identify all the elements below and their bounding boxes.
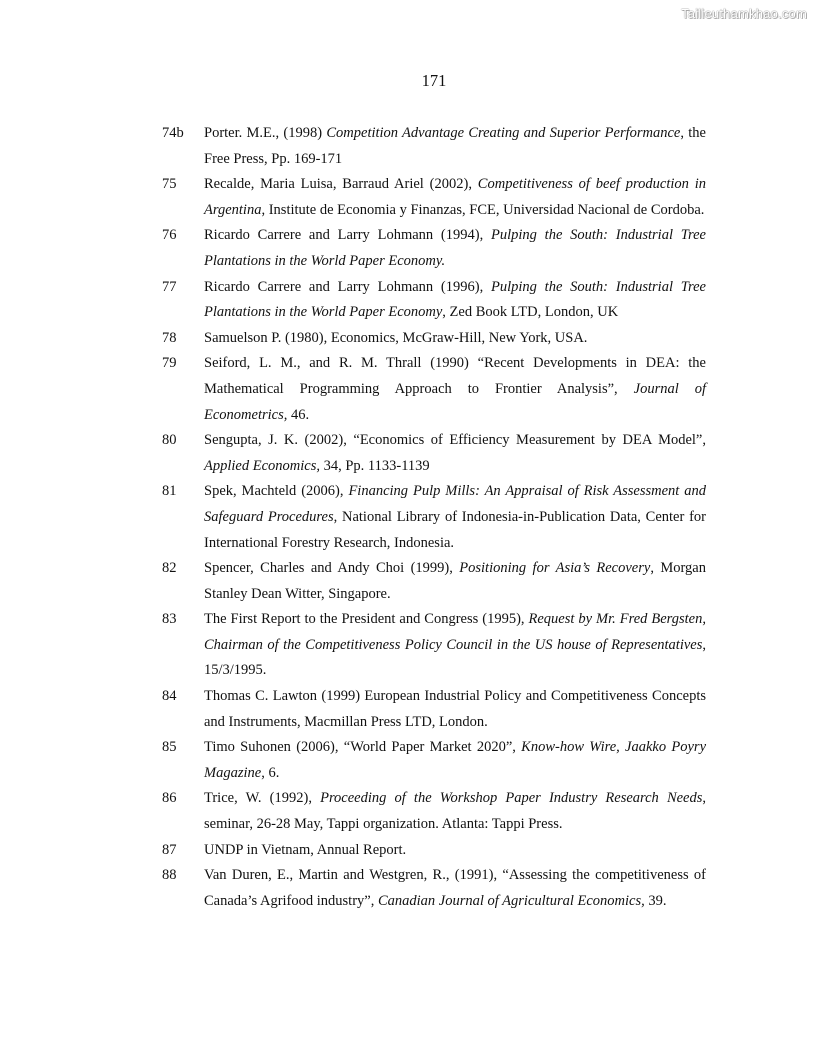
reference-number: 76	[162, 227, 177, 244]
reference-italic-text: Positioning for Asia’s Recovery	[459, 560, 651, 577]
reference-entry	[162, 223, 706, 274]
reference-plain-text: Seiford, L. M., and R. M. Thrall (1990) “Recent Developments in DEA: the Mathematical Programming Approach to Frontier Analysis”,	[204, 355, 706, 397]
reference-italic-text: Canadian Journal of Agricultural Economics,	[377, 892, 645, 909]
reference-list	[162, 121, 706, 914]
reference-number: 83	[162, 611, 177, 628]
reference-plain-text: Porter. M.E., (1998)	[204, 125, 327, 141]
reference-text	[204, 172, 706, 223]
reference-plain-text: , Morgan Stanley Dean Witter, Singapore.	[204, 560, 706, 602]
reference-entry	[162, 121, 706, 172]
reference-text	[204, 428, 706, 479]
reference-text	[204, 223, 706, 274]
reference-plain-text: 39.	[644, 892, 667, 909]
reference-entry	[162, 172, 706, 223]
reference-plain-text: Recalde, Maria Luisa, Barraud Ariel (2002),	[204, 176, 478, 193]
reference-number: 87	[162, 841, 177, 858]
reference-plain-text: The First Report to the President and Congress (1995),	[204, 611, 529, 628]
reference-italic-text: Know-how Wire, Jaakko Poyry Magazine	[204, 739, 707, 781]
reference-number: 79	[162, 355, 177, 372]
reference-number: 88	[162, 867, 177, 884]
reference-plain-text: 34, Pp. 1133-1139	[319, 457, 430, 474]
reference-text	[204, 121, 706, 172]
reference-plain-text: Van Duren, E., Martin and Westgren, R., (1991), “Assessing the competitiveness of Canada’s Agrifood industry”,	[204, 867, 706, 909]
reference-italic-text: Pulping the South: Industrial Tree Plantations in the World Paper Economy.	[204, 227, 706, 269]
reference-plain-text: Timo Suhonen (2006), “World Paper Market 2020”,	[204, 739, 522, 756]
reference-plain-text: UNDP in Vietnam, Annual Report.	[204, 841, 407, 858]
reference-text	[204, 684, 706, 735]
reference-plain-text: , the Free Press, Pp. 169-171	[204, 125, 706, 167]
reference-plain-text: Samuelson P. (1980), Economics, McGraw-Hill, New York, USA.	[204, 329, 588, 346]
reference-number: 75	[162, 176, 177, 193]
reference-entry	[162, 607, 706, 684]
reference-number: 74b	[162, 125, 184, 141]
reference-italic-text: Applied Economics,	[204, 457, 320, 474]
reference-plain-text: , Zed Book LTD, London, UK	[442, 304, 619, 321]
reference-number: 86	[162, 790, 177, 807]
reference-number: 80	[162, 432, 177, 449]
reference-text	[204, 275, 706, 326]
reference-entry	[162, 479, 706, 556]
reference-text	[204, 351, 706, 428]
reference-plain-text: Spencer, Charles and Andy Choi (1999),	[204, 560, 460, 577]
reference-plain-text: Thomas C. Lawton (1999) European Industrial Policy and Competitiveness Concepts and Instruments, Macmillan Press LTD, London.	[204, 688, 706, 730]
reference-plain-text: Ricardo Carrere and Larry Lohmann (1996),	[204, 278, 491, 295]
reference-italic-text: Competitiveness of beef production in Argentina	[204, 176, 706, 218]
reference-text	[204, 556, 706, 607]
reference-number: 78	[162, 329, 177, 346]
reference-number: 77	[162, 278, 177, 295]
reference-text	[204, 838, 706, 864]
reference-entry	[162, 786, 706, 837]
reference-italic-text: Proceeding of the Workshop Paper Industry Research Needs	[320, 790, 703, 807]
reference-entry	[162, 556, 706, 607]
reference-plain-text: , seminar, 26-28 May, Tappi organization. Atlanta: Tappi Press.	[204, 790, 706, 833]
reference-number: 85	[162, 739, 177, 756]
reference-text	[204, 607, 706, 684]
reference-entry	[162, 838, 706, 864]
reference-plain-text: , National Library of Indonesia-in-Publication Data, Center for International Forestry Research, Indonesia.	[204, 508, 706, 551]
reference-italic-text: Pulping the South: Industrial Tree Plantations in the World Paper Economy	[204, 278, 706, 321]
reference-text	[204, 863, 706, 914]
watermark: Tailieuthamkhao.com	[681, 6, 807, 21]
reference-plain-text: 46.	[287, 406, 310, 423]
reference-plain-text: , 15/3/1995.	[204, 636, 706, 679]
reference-plain-text: Spek, Machteld (2006),	[204, 483, 349, 500]
page-number: 171	[421, 71, 447, 90]
reference-italic-text: Competition Advantage Creating and Superior Performance	[326, 125, 681, 141]
reference-italic-text: Financing Pulp Mills: An Appraisal of Risk Assessment and Safeguard Procedures	[204, 483, 706, 525]
reference-entry	[162, 275, 706, 326]
reference-plain-text: Trice, W. (1992),	[204, 790, 321, 807]
reference-plain-text: Sengupta, J. K. (2002), “Economics of Efficiency Measurement by DEA Model”,	[204, 432, 706, 449]
reference-italic-text: Request by Mr. Fred Bergsten, Chairman of the Competitiveness Policy Council in the US house of Representatives	[204, 611, 706, 653]
reference-text	[204, 479, 706, 556]
reference-entry	[162, 326, 706, 352]
reference-number: 82	[162, 560, 177, 577]
reference-text	[204, 735, 706, 786]
reference-entry	[162, 351, 706, 428]
reference-entry	[162, 735, 706, 786]
reference-plain-text: , Institute de Economia y Finanzas, FCE, Universidad Nacional de Cordoba.	[261, 201, 705, 218]
reference-entry	[162, 684, 706, 735]
reference-number: 84	[162, 688, 177, 705]
reference-entry	[162, 863, 706, 914]
reference-plain-text: Ricardo Carrere and Larry Lohmann (1994),	[204, 227, 491, 244]
reference-text	[204, 326, 706, 352]
reference-entry	[162, 428, 706, 479]
reference-text	[204, 786, 706, 837]
reference-plain-text: , 6.	[261, 764, 280, 781]
reference-number: 81	[162, 483, 177, 500]
reference-italic-text: Journal of Econometrics,	[204, 380, 706, 423]
